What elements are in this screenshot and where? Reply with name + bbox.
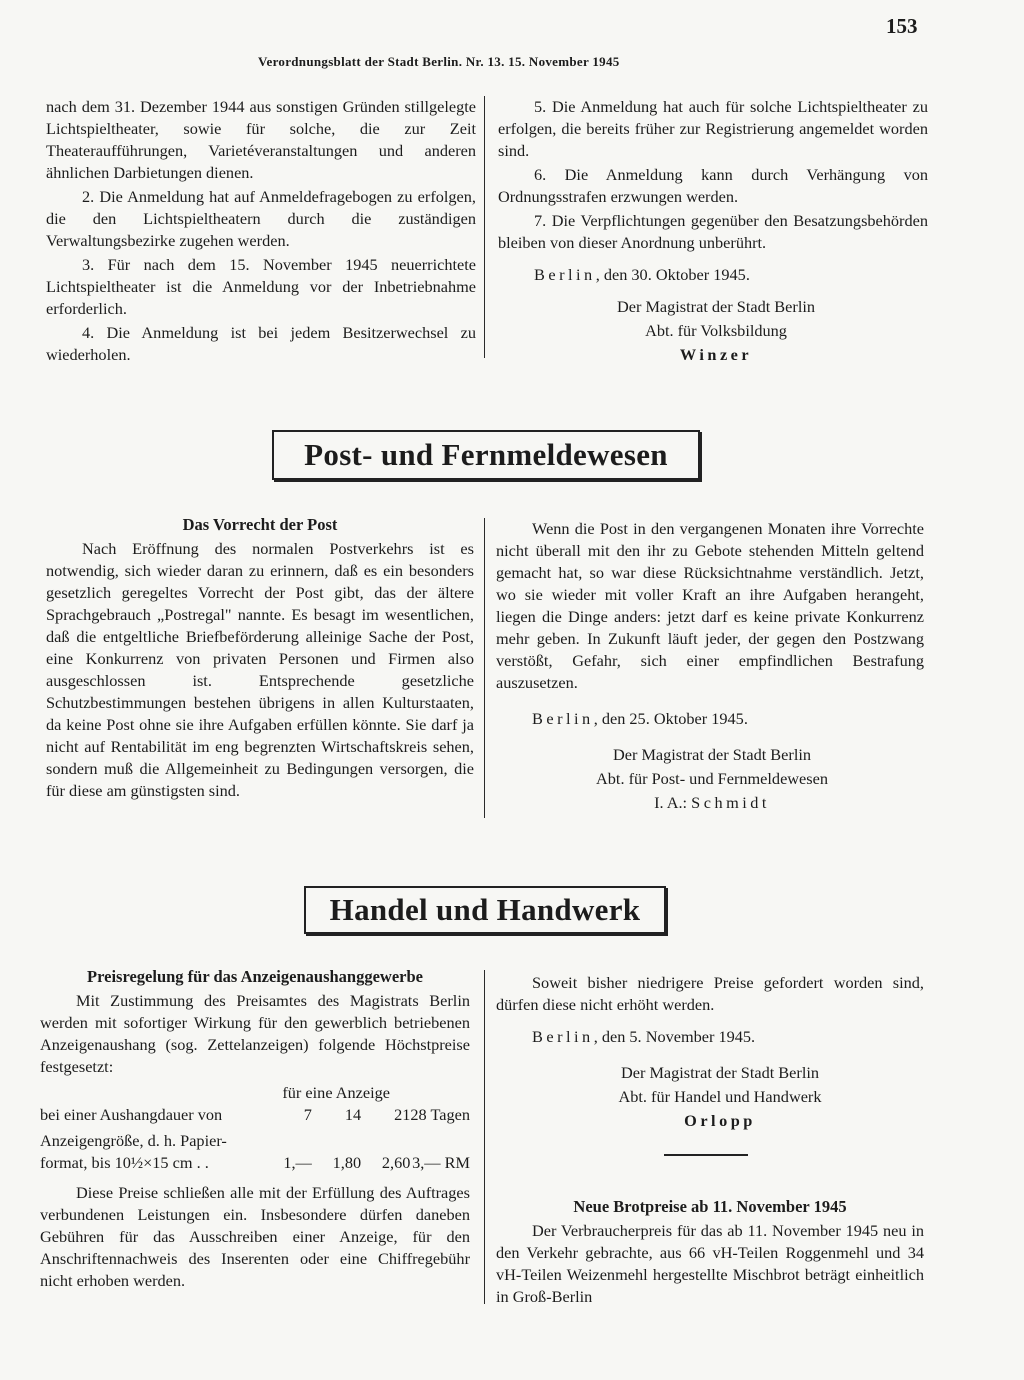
- post-signer: Schmidt: [691, 793, 770, 812]
- post-left-column: [46, 514, 474, 802]
- price-table-size-row-1: [40, 1126, 470, 1152]
- handel-signature-2: Abt. für Handel und Handwerk: [618, 1087, 822, 1106]
- handel-left-column: [40, 966, 470, 1292]
- duration-28: 28 Tagen: [410, 1105, 470, 1124]
- post-left-text: Nach Eröffnung des normalen Postverkehrs ist es notwendig, sich wieder daran zu erinnern, daß es ein besonders gesetzlich geregeltes Vorrecht der Post gibt, das der ältere Sprachgebrauch „Postregal" nannte. Es besagt im wesentlichen, daß die entgeltliche Briefbeförderung alleinige Sache der Post, eine Konkurrenz von privaten Personen und Firmen also ausgeschlossen ist. Entsprechende gesetzliche Schutzbestimmungen bestehen übrigens in allen Kulturstaaten, da keine Post ohne sie ihre Aufgaben erfüllen könnte. Sie darf ja nicht auf Rentabilität im eng begrenzten Wirtschaftskreis sehen, sondern muß die Allgemeinheit zu Bedingungen versorgen, die für diese am günstigsten sind.: [46, 539, 474, 800]
- post-column-divider: [484, 518, 485, 818]
- running-header: Verordnungsblatt der Stadt Berlin. Nr. 13. 15. November 1945: [258, 54, 620, 69]
- section1-signature-1: Der Magistrat der Stadt Berlin: [616, 297, 816, 316]
- handel-after-table: Diese Preise schließen alle mit der Erfüllung des Auftrages verbundenen Leistungen ein. Insbesondere dürfen daneben Gebühren für das Ausschreiben einer Anzeige, für den Anschriftennachweis des Inserenten oder eine Chiffregebühr nicht erhoben werden.: [40, 1183, 470, 1290]
- price-table-header: für eine Anzeige: [282, 1083, 390, 1102]
- handel-date: , den 5. November 1945.: [593, 1027, 756, 1046]
- handel-place: Berlin: [532, 1027, 594, 1046]
- short-divider-rule: [664, 1154, 748, 1156]
- handel-column-divider: [484, 970, 485, 1304]
- post-right-text: Wenn die Post in den vergangenen Monaten ihre Vorrechte nicht überall mit den ihr zu Gebote stehenden Mitteln geltend gemacht hat, so war diese Rücksichtnahme verständlich. Jetzt, wo sie wieder mit voller Kraft an ihre Aufgaben herangeht, liegen die Dinge anders: jetzt darf es keine private Konkurrenz mehr geben. In Zukunft läuft jeder, der gegen den Postzwang verstößt, Gefahr, sich einer empfindlichen Bestrafung auszusetzen.: [496, 519, 924, 692]
- brot-column: [496, 1196, 924, 1308]
- handel-signature-1: Der Magistrat der Stadt Berlin: [620, 1063, 820, 1082]
- post-date: , den 25. Oktober 1945.: [593, 709, 748, 728]
- size-label-dots: . .: [196, 1153, 209, 1172]
- brot-subtitle: Neue Brotpreise ab 11. November 1945: [573, 1197, 847, 1216]
- section1-left-column: [46, 96, 476, 366]
- size-label-line2: format, bis 10½×15 cm: [40, 1153, 193, 1172]
- section1-left-para-2: 2. Die Anmeldung hat auf Anmeldefragebogen zu erfolgen, die den Lichtspieltheatern durch die zuständigen Verwaltungsbezirke zugehen werden.: [46, 187, 476, 250]
- duration-label: bei einer Aushangdauer von: [40, 1105, 223, 1124]
- section1-signer: Winzer: [679, 345, 753, 364]
- post-signature-1: Der Magistrat der Stadt Berlin: [612, 745, 812, 764]
- page-number: 153: [886, 14, 918, 38]
- handel-signer: Orlopp: [684, 1111, 756, 1130]
- price-14-days: 1,80: [332, 1153, 362, 1172]
- section1-left-para-4: 4. Die Anmeldung ist bei jedem Besitzerwechsel zu wiederholen.: [46, 323, 476, 364]
- price-table-duration-row: [40, 1104, 470, 1126]
- section1-column-divider: [484, 96, 485, 358]
- handel-intro: Mit Zustimmung des Preisamtes des Magistrats Berlin werden mit sofortiger Wirkung für den gewerblich betriebenen Anzeigenaushang (sog. Zettelanzeigen) folgende Höchstpreise festgesetzt:: [40, 991, 470, 1076]
- handel-subtitle: Preisregelung für das Anzeigenaushanggewerbe: [87, 967, 423, 986]
- price-table-price-row: [40, 1152, 470, 1174]
- section1-dateline: [498, 264, 928, 286]
- size-label-line2-cell: [40, 1152, 268, 1174]
- price-table-header-row: [40, 1082, 470, 1104]
- section1-left-para-1: nach dem 31. Dezember 1944 aus sonstigen Gründen stillgelegte Lichtspieltheater, sowie für solche, die zur Zeit Theateraufführungen, Varietéveranstaltungen und anderen ähnlichen Darbietungen dienen.: [46, 97, 476, 182]
- duration-14: 14: [344, 1105, 362, 1124]
- post-signature-2: Abt. für Post- und Fernmeldewesen: [596, 769, 828, 788]
- section-title-post: Post- und Fernmeldewesen: [272, 430, 700, 480]
- post-dateline: [496, 708, 924, 730]
- post-subtitle: Das Vorrecht der Post: [182, 515, 338, 534]
- price-table: [40, 1082, 470, 1174]
- post-signer-prefix: I. A.:: [654, 793, 688, 812]
- section-title-handel: Handel und Handwerk: [304, 886, 666, 934]
- section1-right-para-7: 7. Die Verpflichtungen gegenüber den Besatzungsbehörden bleiben von dieser Anordnung unberührt.: [498, 211, 928, 252]
- section1-left-para-3: 3. Für nach dem 15. November 1945 neuerrichtete Lichtspieltheater ist die Anmeldung vor der Inbetriebnahme erforderlich.: [46, 255, 476, 318]
- post-place: Berlin: [532, 709, 594, 728]
- price-21-days: 2,60: [381, 1153, 411, 1172]
- size-label-line1: Anzeigengröße, d. h. Papier-: [40, 1131, 227, 1150]
- duration-7: 7: [303, 1105, 312, 1124]
- duration-21: 21: [394, 1105, 411, 1124]
- section1-date: , den 30. Oktober 1945.: [595, 265, 750, 284]
- section1-right-column: [498, 96, 928, 366]
- handel-dateline: [496, 1026, 924, 1048]
- price-7-days: 1,—: [283, 1153, 312, 1172]
- brot-text: Der Verbraucherpreis für das ab 11. November 1945 neu in den Verkehr gebrachte, aus 66 vH-Teilen Roggenmehl und 34 vH-Teilen Weizenmehl hergestellte Mischbrot beträgt einheitlich in Groß-Berlin: [496, 1221, 924, 1306]
- handel-right-text: Soweit bisher niedrigere Preise gefordert worden sind, dürfen diese nicht erhöht werden.: [496, 973, 924, 1014]
- post-signer-line: [496, 792, 924, 814]
- price-28-days: 3,— RM: [412, 1153, 470, 1172]
- section1-right-para-5: 5. Die Anmeldung hat auch für solche Lichtspieltheater zu erfolgen, die bereits früher zur Registrierung angemeldet worden sind.: [498, 97, 928, 160]
- handel-right-column: [496, 972, 924, 1132]
- post-right-column: [496, 518, 924, 814]
- section1-place: Berlin: [534, 265, 596, 284]
- section1-right-para-6: 6. Die Anmeldung kann durch Verhängung von Ordnungsstrafen erzwungen werden.: [498, 165, 928, 206]
- section1-signature-2: Abt. für Volksbildung: [645, 321, 787, 340]
